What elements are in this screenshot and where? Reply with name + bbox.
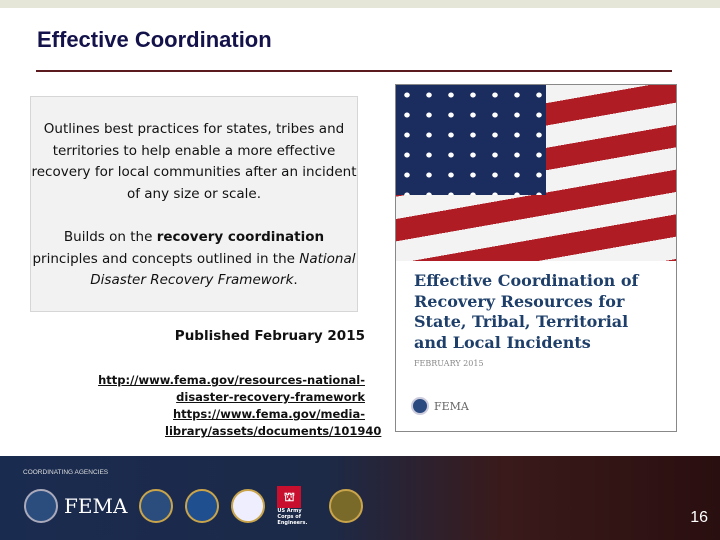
document-link[interactable]: https://www.fema.gov/media-library/assets/documents/101940 (165, 407, 382, 438)
page-number: 16 (690, 509, 708, 526)
agency-logos (24, 486, 363, 526)
ndrf-link[interactable]: http://www.fema.gov/resources-national-disaster-recovery-framework (98, 373, 365, 404)
published-date: Published February 2015 (174, 328, 365, 344)
page-title: Effective Coordination (37, 27, 272, 52)
text: principles and concepts outlined in the (32, 250, 300, 267)
document-cover (395, 84, 677, 432)
usace-label: US Army Corps of Engineers. (277, 508, 308, 526)
castle-icon: ⛫ (277, 486, 301, 508)
summary-paragraph: Outlines best practices for states, tribes and territories to help enable a more effective recovery for local communities after an incident of any size or scale. (31, 121, 357, 202)
dhs-seal-icon (411, 397, 429, 415)
bold-text: recovery coordination (156, 229, 325, 245)
title-divider (36, 70, 672, 72)
links (65, 372, 382, 440)
dhs-seal-icon (24, 489, 58, 523)
cover-date: FEBRUARY 2015 (414, 359, 484, 368)
cover-fema-logo (411, 397, 469, 415)
footer-banner (0, 456, 720, 540)
hhs-seal-icon (185, 489, 219, 523)
coordinating-agencies-label: COORDINATING AGENCIES (23, 469, 109, 476)
cover-agency: FEMA (434, 399, 469, 413)
cover-title: Effective Coordination of Recovery Resources for State, Tribal, Territorial and Local Incidents (414, 271, 639, 352)
interior-seal-icon (329, 489, 363, 523)
text: Builds on the (63, 229, 157, 245)
fema-logo: FEMA (64, 494, 128, 518)
framework-paragraph (31, 227, 357, 292)
usace-logo (277, 486, 317, 526)
top-bar (0, 0, 720, 8)
flag-canton (396, 85, 546, 195)
summary-box (30, 96, 358, 312)
italic-text: National Disaster Recovery Framework (90, 250, 356, 288)
commerce-seal-icon (139, 489, 173, 523)
flag-image (396, 85, 676, 261)
hud-seal-icon (231, 489, 265, 523)
text: . (293, 272, 298, 288)
